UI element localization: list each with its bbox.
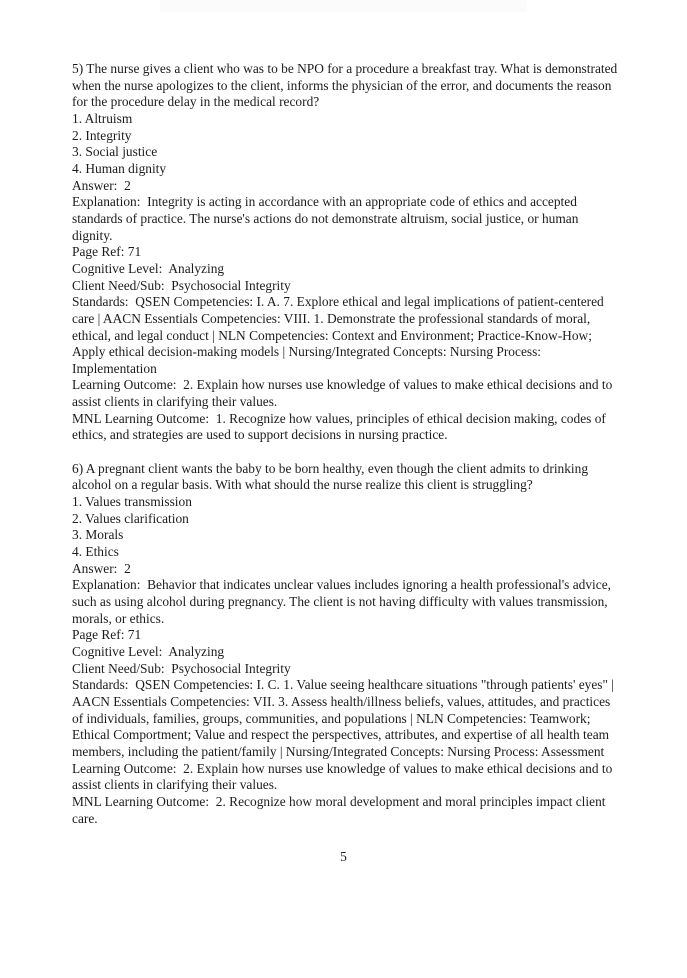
cognitive-level: Cognitive Level: Analyzing <box>72 643 225 659</box>
mnl-learning-outcome: MNL Learning Outcome: 1. Recognize how values, principles of ethical decision making, codes of ethics, and strategies are used to support decisions in nursing practice. <box>72 410 610 443</box>
answer-line: Answer: 2 <box>72 560 131 576</box>
learning-outcome: Learning Outcome: 2. Explain how nurses use knowledge of values to make ethical decisions and to assist clients in clarifying their values. <box>72 377 616 410</box>
option-3: 3. Social justice <box>72 144 158 160</box>
page-ref: Page Ref: 71 <box>72 627 142 643</box>
option-2: 2. Integrity <box>72 127 132 143</box>
option-1: 1. Altruism <box>72 110 133 126</box>
option-4: 4. Ethics <box>72 544 119 560</box>
question-block-5 <box>72 61 621 444</box>
page-ref: Page Ref: 71 <box>72 244 142 260</box>
learning-outcome: Learning Outcome: 2. Explain how nurses use knowledge of values to make ethical decisions and to assist clients in clarifying their values. <box>72 760 616 793</box>
standards: Standards: QSEN Competencies: I. C. 1. Value seeing healthcare situations "through patients' eyes" | AACN Essentials Competencies: VII. 3. Assess health/illness beliefs, values, attitudes, and practices of individuals, families, groups, communities, and populations | NLN Competencies: Teamwork; Ethical Comportment; Value and respect the perspectives, attributes, and expertise of all health team members, including the patient/family | Nursing/Integrated Concepts: Nursing Process: Assessment <box>72 677 617 759</box>
mnl-learning-outcome: MNL Learning Outcome: 2. Recognize how moral development and moral principles impact client care. <box>72 793 609 826</box>
explanation: Explanation: Integrity is acting in accordance with an appropriate code of ethics and accepted standards of practice. The nurse's actions do not demonstrate altruism, social justice, or human dignity. <box>72 194 582 243</box>
option-1: 1. Values transmission <box>72 494 192 510</box>
standards: Standards: QSEN Competencies: I. A. 7. Explore ethical and legal implications of patient-centered care | AACN Essentials Competencies: VIII. 1. Demonstrate the professional standards of moral, ethical, and legal conduct | NLN Competencies: Context and Environment; Practice-Know-How; Apply ethical decision-making models | Nursing/Integrated Concepts: Nursing Process: Implementation <box>72 294 608 376</box>
client-need: Client Need/Sub: Psychosocial Integrity <box>72 660 291 676</box>
question-text: 5) The nurse gives a client who was to be NPO for a procedure a breakfast tray. What is demonstrated when the nurse apologizes to the client, informs the physician of the error, and documents the reason for the procedure delay in the medical record? <box>72 61 621 110</box>
question-text: 6) A pregnant client wants the baby to be born healthy, even though the client admits to drinking alcohol on a regular basis. With what should the nurse realize this client is struggling? <box>72 460 592 493</box>
option-2: 2. Values clarification <box>72 510 189 526</box>
explanation: Explanation: Behavior that indicates unclear values includes ignoring a health professional's advice, such as using alcohol during pregnancy. The client is not having difficulty with values transmission, morals, or ethics. <box>72 577 615 626</box>
answer-line: Answer: 2 <box>72 177 131 193</box>
option-4: 4. Human dignity <box>72 160 167 176</box>
cropped-header-remnant <box>160 0 527 12</box>
page-number: 5 <box>340 849 347 864</box>
page-content <box>72 61 621 827</box>
cognitive-level: Cognitive Level: Analyzing <box>72 260 225 276</box>
client-need: Client Need/Sub: Psychosocial Integrity <box>72 277 291 293</box>
question-separator <box>72 444 621 461</box>
question-block-6 <box>72 461 621 827</box>
option-3: 3. Morals <box>72 527 124 543</box>
